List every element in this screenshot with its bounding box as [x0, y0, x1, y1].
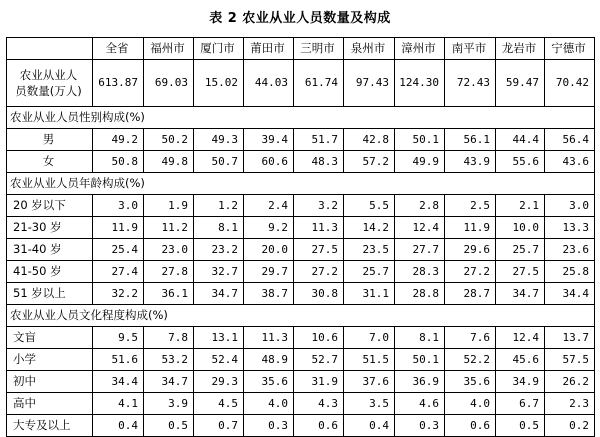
data-cell: 36.1 [144, 283, 194, 305]
data-cell: 13.7 [545, 327, 595, 349]
data-cell: 11.3 [244, 327, 294, 349]
data-cell: 35.6 [445, 371, 496, 393]
row-label: 大专及以上 [7, 415, 93, 437]
data-cell: 8.1 [194, 217, 244, 239]
table-row [7, 283, 595, 305]
worker-count-value: 69.03 [144, 60, 194, 107]
table-row [7, 371, 595, 393]
data-cell: 0.5 [496, 415, 545, 437]
data-cell: 0.3 [395, 415, 445, 437]
column-header: 泉州市 [344, 38, 395, 60]
data-cell: 30.8 [294, 283, 344, 305]
data-cell: 2.4 [244, 195, 294, 217]
data-cell: 23.0 [144, 239, 194, 261]
data-cell: 39.4 [244, 129, 294, 151]
data-cell: 4.0 [244, 393, 294, 415]
data-cell: 6.7 [496, 393, 545, 415]
data-cell: 34.7 [496, 283, 545, 305]
data-cell: 27.7 [395, 239, 445, 261]
data-cell: 28.8 [395, 283, 445, 305]
data-cell: 45.6 [496, 349, 545, 371]
data-cell: 11.3 [294, 217, 344, 239]
data-cell: 0.7 [194, 415, 244, 437]
data-cell: 23.6 [545, 239, 595, 261]
data-cell: 25.7 [496, 239, 545, 261]
data-cell: 29.7 [244, 261, 294, 283]
worker-count-label [7, 60, 93, 107]
data-cell: 10.6 [294, 327, 344, 349]
row-label: 初中 [7, 371, 93, 393]
data-cell: 29.6 [445, 239, 496, 261]
data-cell: 0.6 [294, 415, 344, 437]
data-cell: 29.3 [194, 371, 244, 393]
data-cell: 51.6 [93, 349, 144, 371]
header-row [7, 38, 595, 60]
data-cell: 0.3 [244, 415, 294, 437]
data-cell: 3.0 [93, 195, 144, 217]
data-cell: 7.0 [344, 327, 395, 349]
data-cell: 4.0 [445, 393, 496, 415]
data-cell: 31.9 [294, 371, 344, 393]
data-cell: 48.3 [294, 151, 344, 173]
data-cell: 49.8 [144, 151, 194, 173]
row-label: 高中 [7, 393, 93, 415]
data-cell: 36.9 [395, 371, 445, 393]
data-cell: 52.4 [194, 349, 244, 371]
data-cell: 12.4 [496, 327, 545, 349]
data-cell: 48.9 [244, 349, 294, 371]
table-row [7, 415, 595, 437]
column-header: 莆田市 [244, 38, 294, 60]
data-cell: 3.5 [344, 393, 395, 415]
data-cell: 43.6 [545, 151, 595, 173]
data-cell: 27.8 [144, 261, 194, 283]
data-cell: 43.9 [445, 151, 496, 173]
data-cell: 56.4 [545, 129, 595, 151]
data-cell: 0.4 [344, 415, 395, 437]
data-cell: 3.0 [545, 195, 595, 217]
data-cell: 13.1 [194, 327, 244, 349]
worker-count-label-line1: 农业从业人 [19, 68, 78, 82]
data-cell: 27.2 [445, 261, 496, 283]
row-label: 41-50 岁 [7, 261, 93, 283]
data-cell: 4.5 [194, 393, 244, 415]
column-header: 三明市 [294, 38, 344, 60]
row-label: 21-30 岁 [7, 217, 93, 239]
data-cell: 12.4 [395, 217, 445, 239]
row-label: 小学 [7, 349, 93, 371]
data-cell: 3.9 [144, 393, 194, 415]
data-cell: 8.1 [395, 327, 445, 349]
data-cell: 32.7 [194, 261, 244, 283]
data-cell: 26.2 [545, 371, 595, 393]
section-header-row [7, 107, 595, 129]
data-cell: 7.8 [144, 327, 194, 349]
section-header-row [7, 305, 595, 327]
section-title: 农业从业人员性别构成(%) [7, 107, 595, 129]
data-cell: 0.2 [545, 415, 595, 437]
data-cell: 1.2 [194, 195, 244, 217]
table-row [7, 261, 595, 283]
column-header: 厦门市 [194, 38, 244, 60]
data-cell: 13.3 [545, 217, 595, 239]
data-cell: 25.7 [344, 261, 395, 283]
data-cell: 51.5 [344, 349, 395, 371]
table-row [7, 327, 595, 349]
data-cell: 34.9 [496, 371, 545, 393]
data-cell: 31.1 [344, 283, 395, 305]
data-cell: 4.6 [395, 393, 445, 415]
column-header: 宁德市 [545, 38, 595, 60]
data-cell: 2.3 [545, 393, 595, 415]
row-label: 女 [7, 151, 93, 173]
data-cell: 11.9 [445, 217, 496, 239]
data-cell: 50.7 [194, 151, 244, 173]
row-label: 男 [7, 129, 93, 151]
data-cell: 4.1 [93, 393, 144, 415]
data-cell: 57.5 [545, 349, 595, 371]
data-cell: 38.7 [244, 283, 294, 305]
data-cell: 11.9 [93, 217, 144, 239]
column-header: 南平市 [445, 38, 496, 60]
data-cell: 44.4 [496, 129, 545, 151]
data-cell: 4.3 [294, 393, 344, 415]
section-title: 农业从业人员文化程度构成(%) [7, 305, 595, 327]
data-cell: 11.2 [144, 217, 194, 239]
data-cell: 56.1 [445, 129, 496, 151]
data-cell: 34.4 [545, 283, 595, 305]
data-cell: 7.6 [445, 327, 496, 349]
data-cell: 52.2 [445, 349, 496, 371]
data-cell: 32.2 [93, 283, 144, 305]
row-label: 51 岁以上 [7, 283, 93, 305]
table-row [7, 217, 595, 239]
data-cell: 34.7 [144, 371, 194, 393]
data-cell: 27.2 [294, 261, 344, 283]
data-cell: 3.2 [294, 195, 344, 217]
table-body [7, 38, 595, 437]
worker-count-value: 124.30 [395, 60, 445, 107]
worker-count-value: 61.74 [294, 60, 344, 107]
data-cell: 0.6 [445, 415, 496, 437]
data-cell: 53.2 [144, 349, 194, 371]
data-cell: 9.5 [93, 327, 144, 349]
table-row [7, 195, 595, 217]
worker-count-value: 72.43 [445, 60, 496, 107]
data-cell: 25.8 [545, 261, 595, 283]
data-cell: 27.5 [294, 239, 344, 261]
section-header-row [7, 173, 595, 195]
data-cell: 50.1 [395, 129, 445, 151]
row-label: 文盲 [7, 327, 93, 349]
data-cell: 23.2 [194, 239, 244, 261]
table-row [7, 151, 595, 173]
data-cell: 49.3 [194, 129, 244, 151]
worker-count-label-line2: 员数量(万人) [15, 84, 82, 98]
data-cell: 0.4 [93, 415, 144, 437]
worker-count-value: 44.03 [244, 60, 294, 107]
data-cell: 49.2 [93, 129, 144, 151]
column-header: 全省 [93, 38, 144, 60]
data-cell: 52.7 [294, 349, 344, 371]
table-row [7, 129, 595, 151]
data-cell: 0.5 [144, 415, 194, 437]
data-cell: 34.4 [93, 371, 144, 393]
data-cell: 55.6 [496, 151, 545, 173]
data-cell: 50.8 [93, 151, 144, 173]
data-cell: 27.4 [93, 261, 144, 283]
data-cell: 5.5 [344, 195, 395, 217]
table-row [7, 349, 595, 371]
table-row [7, 393, 595, 415]
data-cell: 37.6 [344, 371, 395, 393]
data-cell: 60.6 [244, 151, 294, 173]
worker-count-value: 15.02 [194, 60, 244, 107]
section-title: 农业从业人员年龄构成(%) [7, 173, 595, 195]
data-cell: 42.8 [344, 129, 395, 151]
data-cell: 51.7 [294, 129, 344, 151]
data-cell: 57.2 [344, 151, 395, 173]
column-header: 龙岩市 [496, 38, 545, 60]
data-cell: 28.3 [395, 261, 445, 283]
data-cell: 14.2 [344, 217, 395, 239]
data-cell: 25.4 [93, 239, 144, 261]
table-row [7, 239, 595, 261]
data-cell: 2.1 [496, 195, 545, 217]
data-cell: 2.8 [395, 195, 445, 217]
header-corner-cell [7, 38, 93, 60]
worker-count-value: 613.87 [93, 60, 144, 107]
data-cell: 50.2 [144, 129, 194, 151]
data-cell: 50.1 [395, 349, 445, 371]
row-label: 20 岁以下 [7, 195, 93, 217]
statistics-table [6, 37, 595, 437]
worker-count-value: 97.43 [344, 60, 395, 107]
data-cell: 27.5 [496, 261, 545, 283]
column-header: 福州市 [144, 38, 194, 60]
data-cell: 23.5 [344, 239, 395, 261]
data-cell: 34.7 [194, 283, 244, 305]
data-cell: 49.9 [395, 151, 445, 173]
data-cell: 35.6 [244, 371, 294, 393]
data-cell: 2.5 [445, 195, 496, 217]
worker-count-value: 70.42 [545, 60, 595, 107]
data-cell: 1.9 [144, 195, 194, 217]
table-title: 表 2 农业从业人员数量及构成 [209, 11, 391, 26]
data-cell: 20.0 [244, 239, 294, 261]
row-label: 31-40 岁 [7, 239, 93, 261]
column-header: 漳州市 [395, 38, 445, 60]
worker-count-value: 59.47 [496, 60, 545, 107]
data-cell: 9.2 [244, 217, 294, 239]
data-cell: 28.7 [445, 283, 496, 305]
worker-count-row [7, 60, 595, 107]
data-cell: 10.0 [496, 217, 545, 239]
